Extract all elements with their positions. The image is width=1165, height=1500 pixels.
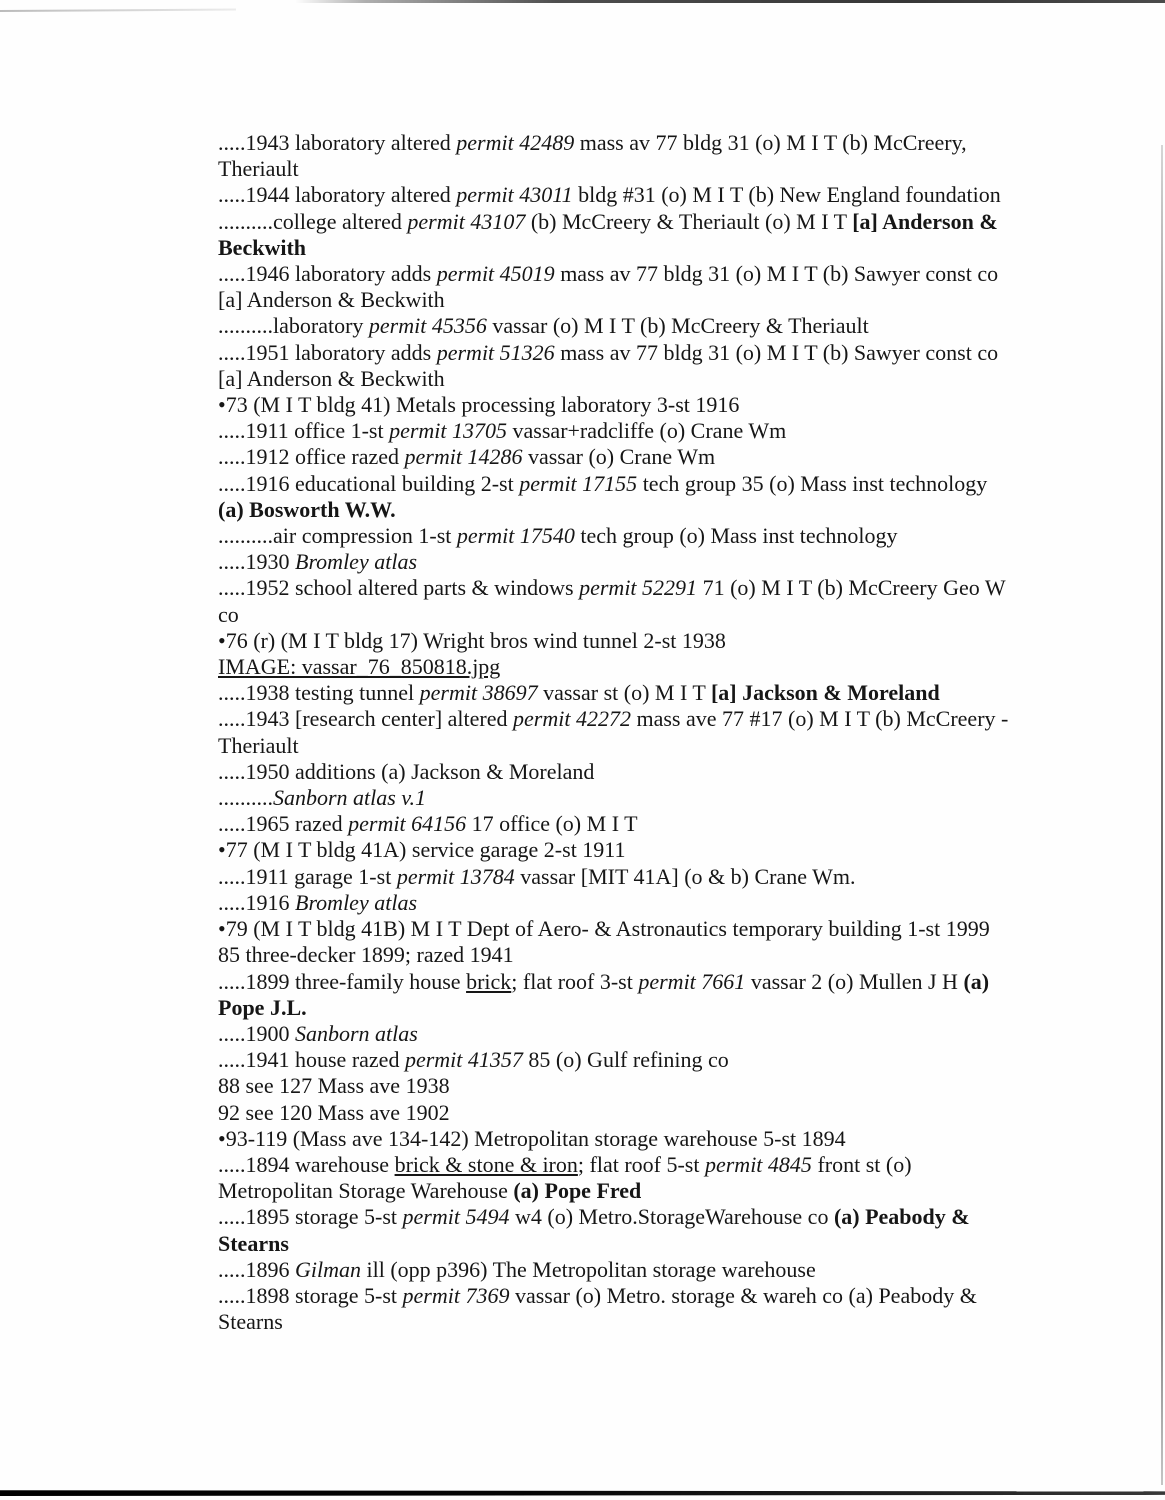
- text-line: [218, 392, 1078, 418]
- text-segment: ..........college altered: [218, 208, 408, 234]
- text-line: [218, 1309, 1078, 1335]
- text-line: [218, 340, 1078, 366]
- text-segment: 92 see 120 Mass ave 1902: [218, 1099, 450, 1125]
- text-segment: ..........air compression 1-st: [218, 523, 457, 549]
- text-line: [218, 287, 1078, 313]
- text-line: [218, 811, 1078, 837]
- text-line: [218, 366, 1078, 392]
- text-line: [218, 995, 1078, 1021]
- text-segment: permit 45019: [436, 261, 555, 287]
- text-segment: .....1916: [218, 889, 295, 915]
- text-line: [218, 628, 1078, 654]
- text-line: [218, 1100, 1078, 1126]
- text-segment: mass av 77 bldg 31 (o) M I T (b) Sawyer const co: [554, 261, 999, 287]
- text-segment: ..........laboratory: [218, 313, 369, 339]
- text-line: [218, 864, 1078, 890]
- text-segment: permit 52291: [579, 575, 698, 601]
- text-segment: vassar 2 (o) Mullen J H: [745, 968, 964, 994]
- text-line: [218, 575, 1078, 601]
- text-segment: permit 5494: [402, 1204, 510, 1230]
- text-line: [218, 1073, 1078, 1099]
- text-segment: Stearns: [218, 1230, 289, 1256]
- text-segment: vassar (o) Metro. storage & wareh co (a) Peabody &: [509, 1282, 977, 1308]
- underlined-text-segment: brick & stone & iron: [394, 1151, 578, 1177]
- text-line: [218, 1047, 1078, 1073]
- text-line: [218, 942, 1078, 968]
- text-line: [218, 706, 1078, 732]
- text-segment: Pope J.L.: [218, 994, 307, 1020]
- text-line: [218, 785, 1078, 811]
- text-segment: .....1943 laboratory altered: [218, 130, 457, 155]
- text-segment: .....1894 warehouse: [218, 1151, 395, 1177]
- text-segment: (b) McCreery & Theriault (o) M I T: [525, 208, 853, 234]
- text-segment: vassar (o) Crane Wm: [522, 444, 716, 470]
- text-line: [218, 733, 1078, 759]
- text-line: [218, 916, 1078, 942]
- text-line: [218, 1204, 1078, 1230]
- text-line: [218, 1178, 1078, 1204]
- text-segment: .....1895 storage 5-st: [218, 1204, 403, 1230]
- text-segment: •77 (M I T bldg 41A) service garage 2-st 1911: [218, 837, 626, 863]
- text-line: [218, 523, 1078, 549]
- text-segment: permit 13705: [389, 418, 508, 444]
- text-segment: .....1951 laboratory adds: [218, 339, 437, 365]
- text-segment: permit 17540: [456, 523, 575, 549]
- text-line: [218, 1152, 1078, 1178]
- text-segment: (a): [963, 968, 990, 994]
- text-segment: 71 (o) M I T (b) McCreery Geo W: [697, 575, 1006, 601]
- text-line: [218, 1257, 1078, 1283]
- text-line: [218, 602, 1078, 628]
- text-segment: permit 51326: [436, 339, 555, 365]
- text-segment: ; flat roof 3-st: [511, 968, 639, 994]
- text-segment: .....1965 razed: [218, 811, 349, 837]
- text-segment: (a) Bosworth W.W.: [218, 496, 396, 522]
- text-segment: permit 43011: [456, 182, 573, 208]
- text-segment: .....1900: [218, 1020, 295, 1046]
- text-segment: .....1938 testing tunnel: [218, 680, 420, 706]
- text-line: [218, 235, 1078, 261]
- scan-artifact-bottom-bar: [0, 1490, 1165, 1496]
- text-segment: 85 (o) Gulf refining co: [522, 1047, 729, 1073]
- text-line: [218, 497, 1078, 523]
- text-segment: ; flat roof 5-st: [577, 1151, 705, 1177]
- text-line: [218, 471, 1078, 497]
- text-segment: tech group (o) Mass inst technology: [574, 523, 898, 549]
- text-segment: [a] Anderson & Beckwith: [218, 287, 445, 313]
- text-segment: [a] Anderson & Beckwith: [218, 365, 445, 391]
- text-line: [218, 313, 1078, 339]
- text-line: [218, 418, 1078, 444]
- text-segment: permit 7369: [402, 1282, 510, 1308]
- text-line: [218, 444, 1078, 470]
- text-line: [218, 890, 1078, 916]
- text-line: [218, 1021, 1078, 1047]
- text-line: [218, 156, 1078, 182]
- text-segment: permit 41357: [404, 1047, 523, 1073]
- text-segment: permit 42272: [513, 706, 631, 732]
- text-segment: Bromley atlas: [295, 889, 417, 915]
- document-body: [218, 130, 1078, 1335]
- text-segment: tech group 35 (o) Mass inst technology: [637, 470, 988, 496]
- text-segment: .....1952 school altered parts & windows: [218, 575, 580, 601]
- text-segment: 17 office (o) M I T: [466, 811, 638, 837]
- text-segment: permit 13784: [396, 863, 515, 889]
- text-segment: 88 see 127 Mass ave 1938: [218, 1073, 450, 1099]
- text-segment: permit 45356: [368, 313, 487, 339]
- text-segment: permit 43107: [407, 208, 526, 234]
- text-segment: bldg #31 (o) M I T (b) New England foundation: [572, 182, 1001, 208]
- text-segment: .....1898 storage 5-st: [218, 1282, 403, 1308]
- text-segment: permit 42489: [456, 130, 575, 155]
- text-segment: [a] Anderson &: [852, 208, 998, 234]
- text-line: [218, 680, 1078, 706]
- text-segment: Theriault: [218, 732, 299, 758]
- scan-artifact-top-edge: [295, 0, 1165, 3]
- text-segment: (a) Pope Fred: [513, 1178, 642, 1204]
- text-segment: vassar+radcliffe (o) Crane Wm: [507, 418, 787, 444]
- text-segment: permit 4845: [704, 1151, 812, 1177]
- text-segment: .....1911 office 1-st: [218, 418, 390, 444]
- text-segment: .....1941 house razed: [218, 1047, 405, 1073]
- text-segment: Bromley atlas: [295, 549, 417, 575]
- image-reference-line: [218, 654, 1078, 680]
- text-line: [218, 130, 1078, 156]
- text-segment: permit 64156: [348, 811, 467, 837]
- text-segment: Beckwith: [218, 234, 306, 260]
- text-segment: permit 17155: [519, 470, 638, 496]
- underlined-text-segment: brick: [466, 968, 512, 994]
- text-segment: •93-119 (Mass ave 134-142) Metropolitan storage warehouse 5-st 1894: [218, 1125, 846, 1151]
- text-line: [218, 837, 1078, 863]
- text-segment: Sanborn atlas: [295, 1020, 418, 1046]
- text-segment: permit 7661: [638, 968, 746, 994]
- text-segment: (a) Peabody &: [833, 1204, 970, 1230]
- text-segment: Sanborn atlas v.1: [273, 785, 426, 811]
- text-segment: 85 three-decker 1899; razed 1941: [218, 942, 514, 968]
- text-segment: .....1916 educational building 2-st: [218, 470, 520, 496]
- text-segment: •79 (M I T bldg 41B) M I T Dept of Aero- & Astronautics temporary building 1-st 1999: [218, 916, 990, 942]
- text-segment: w4 (o) Metro.StorageWarehouse co: [509, 1204, 834, 1230]
- text-segment: vassar [MIT 41A] (o & b) Crane Wm.: [514, 863, 856, 889]
- text-segment: .....1911 garage 1-st: [218, 863, 397, 889]
- text-segment: permit 38697: [419, 680, 538, 706]
- text-segment: .....1912 office razed: [218, 444, 405, 470]
- text-segment: mass av 77 bldg 31 (o) M I T (b) Sawyer const co: [554, 339, 999, 365]
- text-segment: .....1930: [218, 549, 295, 575]
- text-segment: .....1944 laboratory altered: [218, 182, 457, 208]
- text-line: [218, 261, 1078, 287]
- text-segment: •73 (M I T bldg 41) Metals processing laboratory 3-st 1916: [218, 392, 740, 418]
- scan-artifact-right-edge-line: [1161, 145, 1163, 1485]
- text-line: [218, 759, 1078, 785]
- scan-artifact-hairline: [0, 9, 236, 12]
- text-line: [218, 969, 1078, 995]
- text-segment: mass av 77 bldg 31 (o) M I T (b) McCreery,: [574, 130, 967, 155]
- text-segment: mass ave 77 #17 (o) M I T (b) McCreery -: [630, 706, 1009, 732]
- text-segment: permit 14286: [404, 444, 523, 470]
- text-segment: Gilman: [295, 1256, 361, 1282]
- text-segment: .....1896: [218, 1256, 295, 1282]
- text-segment: .....1899 three-family house: [218, 968, 467, 994]
- text-line: [218, 209, 1078, 235]
- text-segment: ill (opp p396) The Metropolitan storage warehouse: [361, 1256, 816, 1282]
- text-segment: ..........: [218, 785, 273, 811]
- text-segment: vassar (o) M I T (b) McCreery & Theriault: [486, 313, 869, 339]
- text-segment: [a] Jackson & Moreland: [710, 680, 940, 706]
- text-line: [218, 549, 1078, 575]
- text-segment: Theriault: [218, 156, 299, 182]
- text-segment: co: [218, 601, 239, 627]
- text-segment: front st (o): [811, 1151, 912, 1177]
- text-line: [218, 1126, 1078, 1152]
- underlined-text-segment: IMAGE: vassar_76_850818.jpg: [218, 654, 501, 680]
- text-segment: vassar st (o) M I T: [537, 680, 711, 706]
- text-segment: .....1943 [research center] altered: [218, 706, 514, 732]
- text-segment: Metropolitan Storage Warehouse: [218, 1178, 514, 1204]
- text-segment: .....1946 laboratory adds: [218, 261, 437, 287]
- text-line: [218, 1231, 1078, 1257]
- text-segment: •76 (r) (M I T bldg 17) Wright bros wind tunnel 2-st 1938: [218, 627, 726, 653]
- text-segment: .....1950 additions (a) Jackson & Moreland: [218, 758, 595, 784]
- text-segment: Stearns: [218, 1309, 283, 1335]
- text-line: [218, 182, 1078, 208]
- text-line: [218, 1283, 1078, 1309]
